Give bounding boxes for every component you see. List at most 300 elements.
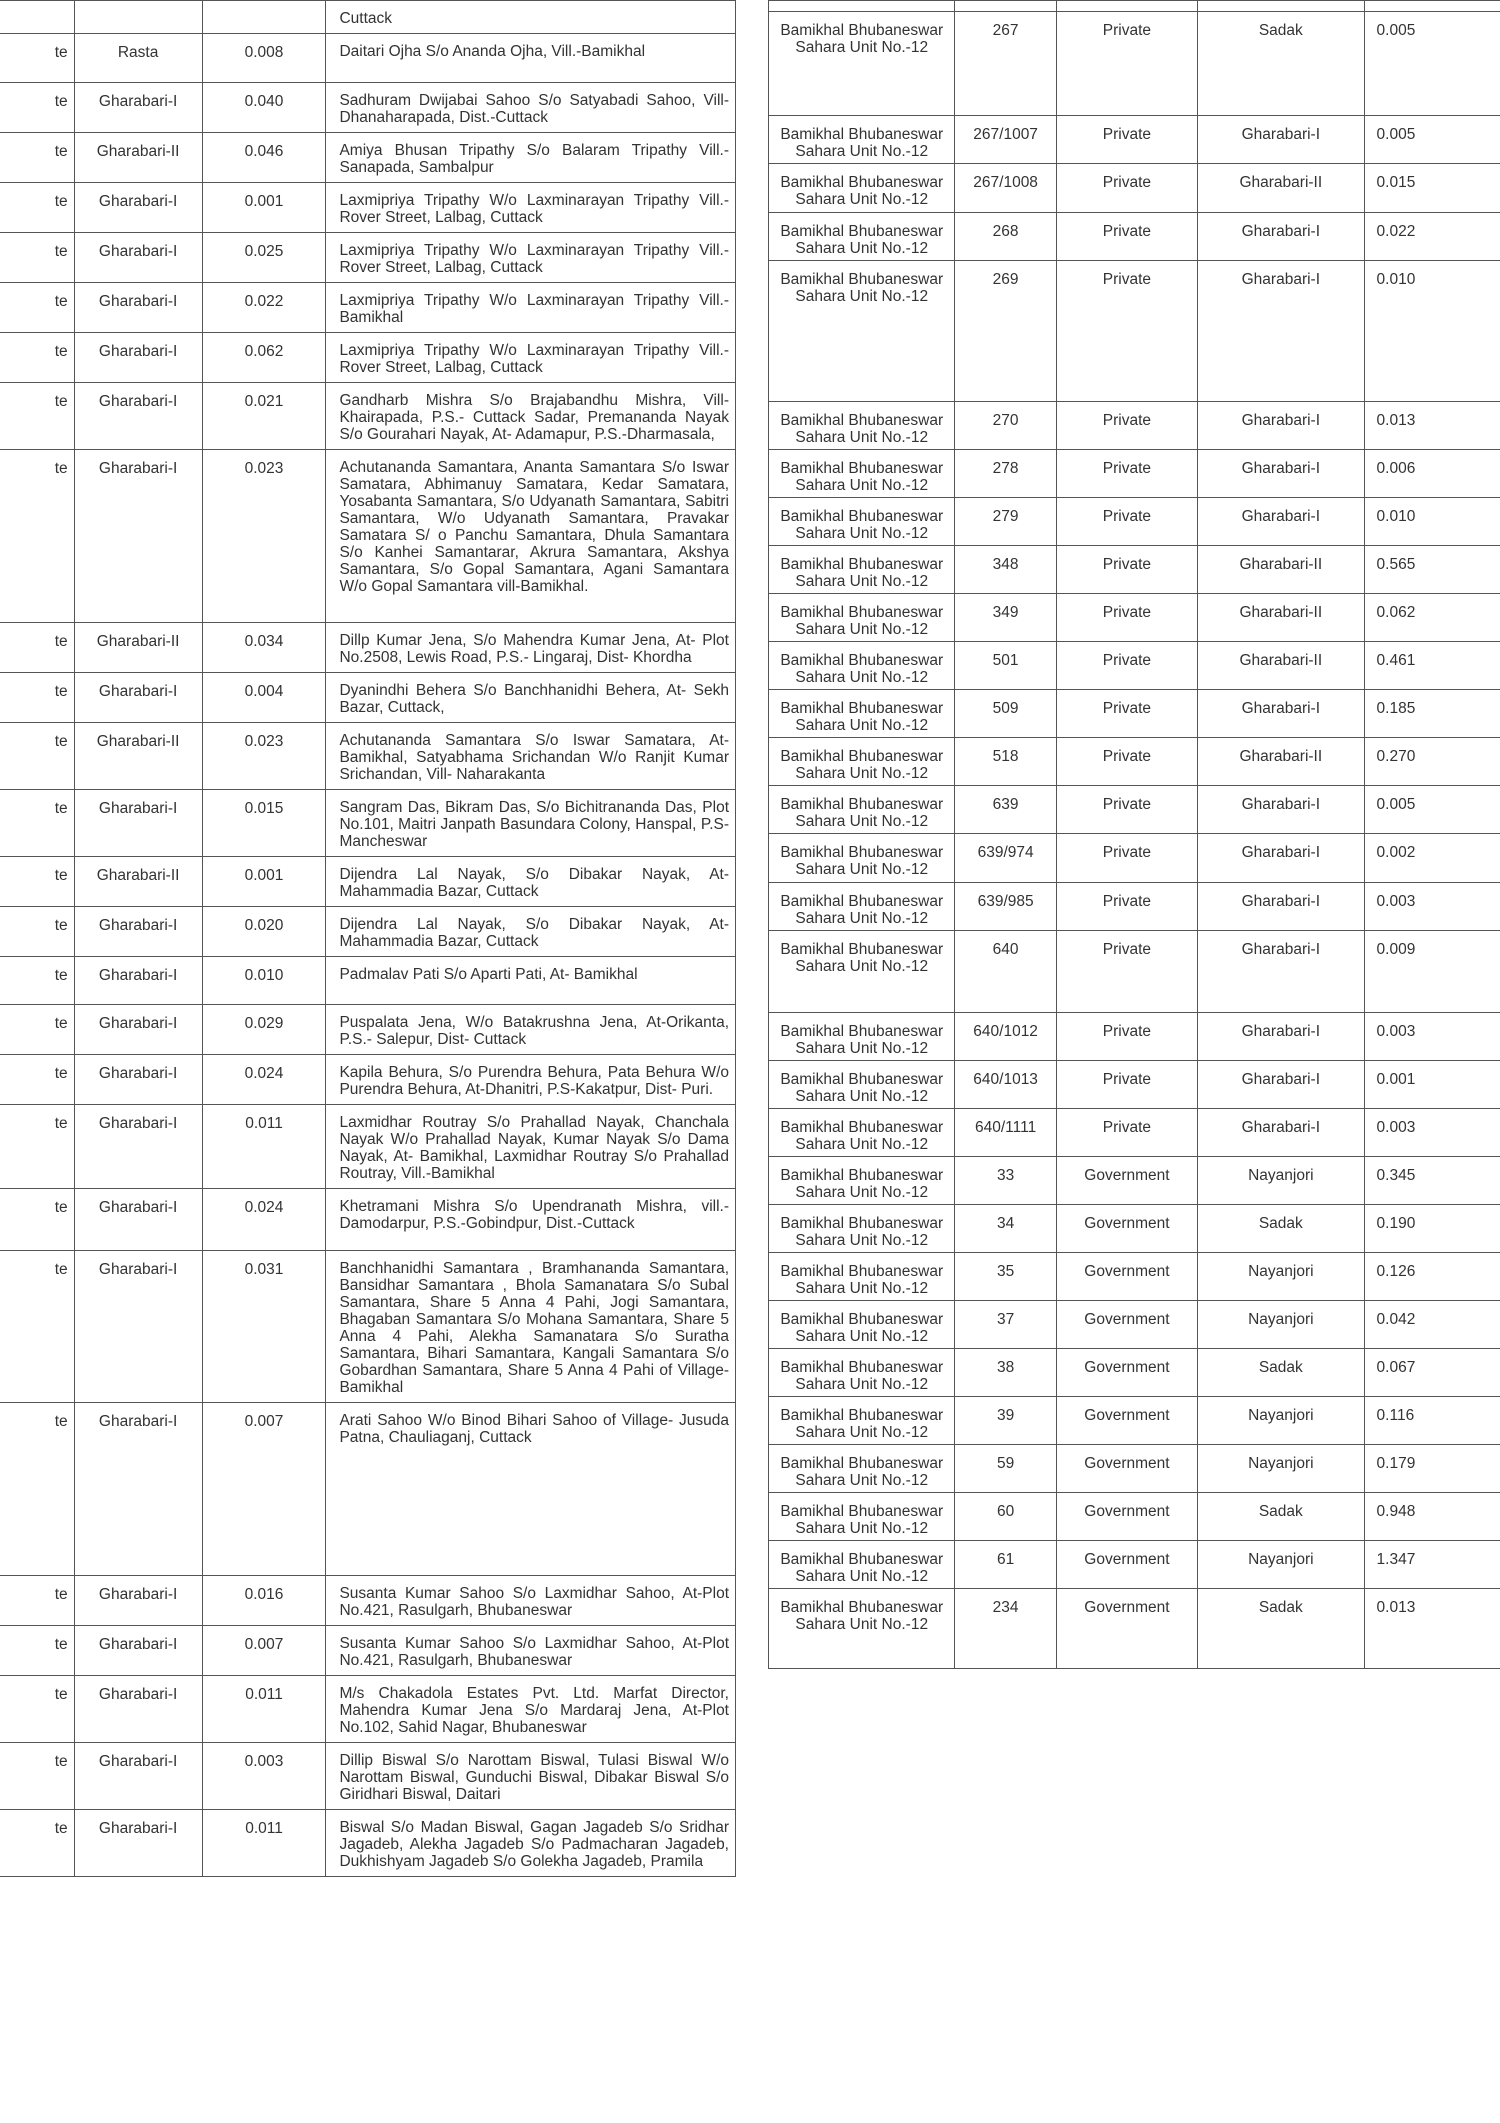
kisam-cell: Gharabari-I	[1198, 498, 1364, 546]
area-cell: 0.016	[202, 1576, 326, 1626]
owner-cell: Dijendra Lal Nayak, S/o Dibakar Nayak, At- Mahammadia Bazar, Cuttack	[326, 857, 736, 907]
ownership-type-cell: Private	[1056, 883, 1197, 931]
ownership-type-cell: Government	[1056, 1301, 1197, 1349]
owner-cell: Dillip Biswal S/o Narottam Biswal, Tulasi Biswal W/o Narottam Biswal, Gunduchi Biswal, Dibakar Biswal S/o Giridhari Biswal, Daitari	[326, 1743, 736, 1810]
area-cell: 0.565	[1364, 546, 1500, 594]
kisam-cell: Gharabari-I	[1198, 1061, 1364, 1109]
kisam-cell: Sadak	[1198, 1589, 1364, 1669]
kisam-cell: Gharabari-I	[1198, 116, 1364, 164]
table-row	[769, 786, 1500, 834]
cut-off-cell	[0, 1055, 74, 1105]
cut-off-cell	[0, 183, 74, 233]
kisam-cell: Gharabari-I	[1198, 1109, 1364, 1157]
table-row	[0, 1189, 736, 1251]
ownership-type-cell: Private	[1056, 12, 1197, 116]
table-row	[769, 1349, 1500, 1397]
area-cell: 0.013	[1364, 402, 1500, 450]
plot-number-cell: 640/1012	[955, 1013, 1056, 1061]
plot-number-cell: 279	[955, 498, 1056, 546]
ownership-type-cell: Government	[1056, 1493, 1197, 1541]
plot-number-cell: 269	[955, 261, 1056, 402]
kisam-cell: Nayanjori	[1198, 1157, 1364, 1205]
cut-off-text: te	[54, 243, 68, 260]
area-cell: 0.011	[202, 1105, 326, 1189]
plot-number-cell: 267/1008	[955, 164, 1056, 213]
table-row	[769, 1397, 1500, 1445]
area-cell: 0.010	[202, 957, 326, 1005]
kisam-cell: Gharabari-I	[74, 907, 202, 957]
ownership-type-cell: Private	[1056, 402, 1197, 450]
village-cell: Bamikhal Bhubaneswar Sahara Unit No.-12	[769, 834, 955, 883]
area-cell: 0.031	[202, 1251, 326, 1403]
village-cell: Bamikhal Bhubaneswar Sahara Unit No.-12	[769, 1061, 955, 1109]
area-cell: 0.003	[1364, 1109, 1500, 1157]
table-row	[0, 133, 736, 183]
area-cell: 0.126	[1364, 1253, 1500, 1301]
cut-off-cell	[0, 1189, 74, 1251]
owner-cell: Susanta Kumar Sahoo S/o Laxmidhar Sahoo, At-Plot No.421, Rasulgarh, Bhubaneswar	[326, 1626, 736, 1676]
village-cell: Bamikhal Bhubaneswar Sahara Unit No.-12	[769, 594, 955, 642]
owner-cell: Cuttack	[326, 1, 736, 34]
village-cell: Bamikhal Bhubaneswar Sahara Unit No.-12	[769, 1445, 955, 1493]
table-row	[0, 1, 736, 34]
kisam-cell: Gharabari-I	[74, 1676, 202, 1743]
table-row	[0, 790, 736, 857]
area-cell: 0.010	[1364, 498, 1500, 546]
kisam-cell: Gharabari-I	[74, 1251, 202, 1403]
area-cell: 0.190	[1364, 1205, 1500, 1253]
kisam-cell: Gharabari-II	[74, 723, 202, 790]
owner-cell: Sadhuram Dwijabai Sahoo S/o Satyabadi Sahoo, Vill-Dhanaharapada, Dist.-Cuttack	[326, 83, 736, 133]
table-row	[769, 402, 1500, 450]
kisam-cell: Gharabari-II	[1198, 642, 1364, 690]
cut-off-cell	[0, 1576, 74, 1626]
cut-off-text: te	[54, 393, 68, 410]
table-row	[769, 1301, 1500, 1349]
table-row	[0, 283, 736, 333]
table-row	[769, 1493, 1500, 1541]
area-cell: 0.023	[202, 723, 326, 790]
village-cell: Bamikhal Bhubaneswar Sahara Unit No.-12	[769, 116, 955, 164]
table-row	[769, 1061, 1500, 1109]
table-row	[0, 1810, 736, 1877]
area-cell: 0.062	[202, 333, 326, 383]
ownership-type-cell: Private	[1056, 931, 1197, 1013]
village-cell: Bamikhal Bhubaneswar Sahara Unit No.-12	[769, 546, 955, 594]
kisam-cell: Nayanjori	[1198, 1397, 1364, 1445]
kisam-cell: Gharabari-I	[74, 233, 202, 283]
area-cell: 0.062	[1364, 594, 1500, 642]
table-row	[0, 957, 736, 1005]
area-cell: 0.948	[1364, 1493, 1500, 1541]
area-cell: 0.008	[202, 34, 326, 83]
cut-off-cell	[0, 233, 74, 283]
cut-off-text: te	[54, 1261, 68, 1278]
area-cell: 0.023	[202, 450, 326, 623]
plot-number-cell: 37	[955, 1301, 1056, 1349]
table-row	[0, 907, 736, 957]
plot-number-cell: 501	[955, 642, 1056, 690]
table-row	[769, 546, 1500, 594]
village-cell: Bamikhal Bhubaneswar Sahara Unit No.-12	[769, 690, 955, 738]
village-cell: Bamikhal Bhubaneswar Sahara Unit No.-12	[769, 738, 955, 786]
kisam-cell: Sadak	[1198, 1493, 1364, 1541]
table-row	[769, 498, 1500, 546]
table-row	[769, 1109, 1500, 1157]
ownership-type-cell: Government	[1056, 1205, 1197, 1253]
cut-off-cell	[0, 1005, 74, 1055]
left-land-owner-table	[0, 0, 736, 1877]
area-cell	[1364, 1, 1500, 12]
cut-off-cell	[0, 1, 74, 34]
ownership-type-cell: Private	[1056, 116, 1197, 164]
cut-off-text: te	[54, 1199, 68, 1216]
ownership-type-cell: Government	[1056, 1157, 1197, 1205]
table-row	[0, 450, 736, 623]
cut-off-cell	[0, 333, 74, 383]
kisam-cell: Gharabari-I	[74, 1576, 202, 1626]
area-cell: 0.185	[1364, 690, 1500, 738]
ownership-type-cell: Private	[1056, 1013, 1197, 1061]
cut-off-cell	[0, 723, 74, 790]
area-cell: 1.347	[1364, 1541, 1500, 1589]
area-cell: 0.046	[202, 133, 326, 183]
village-cell: Bamikhal Bhubaneswar Sahara Unit No.-12	[769, 1253, 955, 1301]
table-row	[0, 1676, 736, 1743]
owner-cell: Achutananda Samantara, Ananta Samantara S/o Iswar Samatara, Abhimanuy Samatara, Kedar Samatara, Yosabanta Samantara, S/o Udyanath Samantara, Sabitri Samantara, W/o Udyanath Samantara, Pravakar Samatara S/ o Panchu Samantara, Dhula Samantara S/o Kanhei Samantarar, Akrura Samantara, Akshya Samantara, S/o Gopal Samantara, Agani Samantara W/o Gopal Samantara vill-Bamikhal.	[326, 450, 736, 623]
area-cell: 0.270	[1364, 738, 1500, 786]
kisam-cell: Gharabari-I	[74, 1743, 202, 1810]
cut-off-text: te	[54, 1686, 68, 1703]
owner-cell: Dijendra Lal Nayak, S/o Dibakar Nayak, At-Mahammadia Bazar, Cuttack	[326, 907, 736, 957]
ownership-type-cell: Government	[1056, 1445, 1197, 1493]
cut-off-text: te	[54, 293, 68, 310]
area-cell: 0.179	[1364, 1445, 1500, 1493]
cut-off-cell	[0, 1626, 74, 1676]
cut-off-text: te	[54, 1115, 68, 1132]
cut-off-text: te	[54, 967, 68, 984]
owner-cell: Dillp Kumar Jena, S/o Mahendra Kumar Jena, At- Plot No.2508, Lewis Road, P.S.- Lingaraj, Dist- Khordha	[326, 623, 736, 673]
cut-off-text: te	[54, 193, 68, 210]
area-cell: 0.021	[202, 383, 326, 450]
village-cell: Bamikhal Bhubaneswar Sahara Unit No.-12	[769, 12, 955, 116]
plot-number-cell: 60	[955, 1493, 1056, 1541]
table-row	[769, 164, 1500, 213]
ownership-type-cell: Private	[1056, 690, 1197, 738]
cut-off-text: te	[54, 1753, 68, 1770]
kisam-cell	[1198, 1, 1364, 12]
owner-cell: Kapila Behura, S/o Purendra Behura, Pata Behura W/o Purendra Behura, At-Dhanitri, P.S-Kakatpur, Dist- Puri.	[326, 1055, 736, 1105]
kisam-cell: Nayanjori	[1198, 1301, 1364, 1349]
plot-number-cell: 39	[955, 1397, 1056, 1445]
plot-number-cell: 639/985	[955, 883, 1056, 931]
kisam-cell: Gharabari-I	[1198, 834, 1364, 883]
left-table-body	[0, 1, 736, 1877]
kisam-cell: Gharabari-I	[74, 1626, 202, 1676]
owner-cell: Dyanindhi Behera S/o Banchhanidhi Behera, At- Sekh Bazar, Cuttack,	[326, 673, 736, 723]
table-row	[0, 34, 736, 83]
cut-off-cell	[0, 383, 74, 450]
village-cell: Bamikhal Bhubaneswar Sahara Unit No.-12	[769, 1589, 955, 1669]
kisam-cell: Gharabari-I	[1198, 931, 1364, 1013]
table-row	[0, 233, 736, 283]
village-cell: Bamikhal Bhubaneswar Sahara Unit No.-12	[769, 642, 955, 690]
kisam-cell: Gharabari-I	[74, 1105, 202, 1189]
plot-number-cell: 38	[955, 1349, 1056, 1397]
kisam-cell: Gharabari-I	[74, 450, 202, 623]
table-row	[769, 450, 1500, 498]
ownership-type-cell: Government	[1056, 1541, 1197, 1589]
area-cell: 0.345	[1364, 1157, 1500, 1205]
area-cell: 0.005	[1364, 12, 1500, 116]
cut-off-cell	[0, 133, 74, 183]
plot-number-cell: 509	[955, 690, 1056, 738]
ownership-type-cell: Private	[1056, 164, 1197, 213]
area-cell: 0.001	[202, 183, 326, 233]
table-row	[0, 1626, 736, 1676]
table-row	[769, 690, 1500, 738]
cut-off-cell	[0, 1676, 74, 1743]
plot-number-cell: 234	[955, 1589, 1056, 1669]
area-cell: 0.003	[202, 1743, 326, 1810]
area-cell: 0.116	[1364, 1397, 1500, 1445]
ownership-type-cell: Private	[1056, 786, 1197, 834]
kisam-cell: Gharabari-I	[74, 183, 202, 233]
table-row	[769, 1205, 1500, 1253]
plot-number-cell: 33	[955, 1157, 1056, 1205]
area-cell: 0.029	[202, 1005, 326, 1055]
owner-cell: Sangram Das, Bikram Das, S/o Bichitrananda Das, Plot No.101, Maitri Janpath Basundara Colony, Hanspal, P.S-Mancheswar	[326, 790, 736, 857]
cut-off-cell	[0, 673, 74, 723]
cut-off-cell	[0, 450, 74, 623]
cut-off-text: te	[54, 633, 68, 650]
plot-number-cell: 639/974	[955, 834, 1056, 883]
kisam-cell: Gharabari-I	[1198, 402, 1364, 450]
kisam-cell: Gharabari-I	[1198, 786, 1364, 834]
table-row	[769, 883, 1500, 931]
table-row	[0, 623, 736, 673]
village-cell: Bamikhal Bhubaneswar Sahara Unit No.-12	[769, 1109, 955, 1157]
table-row	[769, 642, 1500, 690]
kisam-cell: Gharabari-I	[74, 957, 202, 1005]
kisam-cell: Gharabari-I	[1198, 883, 1364, 931]
table-row	[0, 723, 736, 790]
plot-number-cell: 639	[955, 786, 1056, 834]
plot-number-cell: 349	[955, 594, 1056, 642]
cut-off-text: te	[54, 1015, 68, 1032]
owner-cell: Puspalata Jena, W/o Batakrushna Jena, At-Orikanta, P.S.- Salepur, Dist- Cuttack	[326, 1005, 736, 1055]
plot-number-cell: 267/1007	[955, 116, 1056, 164]
ownership-type-cell: Private	[1056, 834, 1197, 883]
cut-off-text: te	[54, 1065, 68, 1082]
kisam-cell: Gharabari-I	[74, 1055, 202, 1105]
plot-number-cell: 59	[955, 1445, 1056, 1493]
kisam-cell: Gharabari-II	[1198, 164, 1364, 213]
area-cell: 0.034	[202, 623, 326, 673]
plot-number-cell: 640	[955, 931, 1056, 1013]
area-cell: 0.067	[1364, 1349, 1500, 1397]
area-cell: 0.001	[1364, 1061, 1500, 1109]
kisam-cell: Rasta	[74, 34, 202, 83]
village-cell: Bamikhal Bhubaneswar Sahara Unit No.-12	[769, 1541, 955, 1589]
area-cell: 0.003	[1364, 883, 1500, 931]
table-row	[769, 12, 1500, 116]
area-cell: 0.024	[202, 1189, 326, 1251]
owner-cell: Amiya Bhusan Tripathy S/o Balaram Tripathy Vill.-Sanapada, Sambalpur	[326, 133, 736, 183]
plot-number-cell: 270	[955, 402, 1056, 450]
kisam-cell: Nayanjori	[1198, 1253, 1364, 1301]
cut-off-text: te	[54, 867, 68, 884]
area-cell: 0.005	[1364, 116, 1500, 164]
plot-number-cell	[955, 1, 1056, 12]
village-cell: Bamikhal Bhubaneswar Sahara Unit No.-12	[769, 1301, 955, 1349]
area-cell: 0.007	[202, 1403, 326, 1576]
village-cell: Bamikhal Bhubaneswar Sahara Unit No.-12	[769, 498, 955, 546]
ownership-type-cell: Government	[1056, 1589, 1197, 1669]
table-row	[0, 1743, 736, 1810]
cut-off-cell	[0, 1810, 74, 1877]
table-row	[769, 594, 1500, 642]
table-row	[769, 1, 1500, 12]
kisam-cell: Sadak	[1198, 1349, 1364, 1397]
owner-cell: Daitari Ojha S/o Ananda Ojha, Vill.-Bamikhal	[326, 34, 736, 83]
cut-off-cell	[0, 957, 74, 1005]
table-row	[0, 1251, 736, 1403]
kisam-cell: Gharabari-I	[74, 1810, 202, 1877]
plot-number-cell: 267	[955, 12, 1056, 116]
cut-off-cell	[0, 1105, 74, 1189]
owner-cell: Laxmidhar Routray S/o Prahallad Nayak, Chanchala Nayak W/o Prahallad Nayak, Kumar Nayak S/o Dama Nayak, At- Bamikhal, Laxmidhar Routray S/o Prahallad Routray, Vill.-Bamikhal	[326, 1105, 736, 1189]
village-cell: Bamikhal Bhubaneswar Sahara Unit No.-12	[769, 1205, 955, 1253]
ownership-type-cell: Private	[1056, 738, 1197, 786]
area-cell: 0.010	[1364, 261, 1500, 402]
area-cell: 0.013	[1364, 1589, 1500, 1669]
village-cell: Bamikhal Bhubaneswar Sahara Unit No.-12	[769, 931, 955, 1013]
owner-cell: Padmalav Pati S/o Aparti Pati, At- Bamikhal	[326, 957, 736, 1005]
owner-cell: Banchhanidhi Samantara , Bramhananda Samantara, Bansidhar Samantara , Bhola Samanatara S/o Subal Samantara, Share 5 Anna 4 Pahi, Jogi Samantara, Bhagaban Samantara S/o Mohana Samantara, Share 5 Anna 4 Pahi, Alekha Samanatara S/o Suratha Samantara, Bihari Samantara, Kangali Samantara S/o Gobardhan Samantara, Share 5 Anna 4 Pahi of Village- Bamikhal	[326, 1251, 736, 1403]
ownership-type-cell: Private	[1056, 546, 1197, 594]
cut-off-cell	[0, 623, 74, 673]
ownership-type-cell: Private	[1056, 261, 1197, 402]
owner-cell: Achutananda Samantara S/o Iswar Samatara, At- Bamikhal, Satyabhama Srichandan W/o Ranjit Kumar Srichandan, Vill- Naharakanta	[326, 723, 736, 790]
plot-number-cell: 348	[955, 546, 1056, 594]
cut-off-text: te	[54, 343, 68, 360]
owner-cell: Susanta Kumar Sahoo S/o Laxmidhar Sahoo, At-Plot No.421, Rasulgarh, Bhubaneswar	[326, 1576, 736, 1626]
cut-off-text	[0, 1, 74, 11]
cut-off-text: te	[54, 44, 68, 61]
ownership-type-cell: Government	[1056, 1397, 1197, 1445]
owner-cell: M/s Chakadola Estates Pvt. Ltd. Marfat Director, Mahendra Kumar Jena S/o Mardaraj Jena, At-Plot No.102, Sahid Nagar, Bhubaneswar	[326, 1676, 736, 1743]
table-row	[769, 1157, 1500, 1205]
kisam-cell: Gharabari-I	[1198, 690, 1364, 738]
cut-off-cell	[0, 790, 74, 857]
cut-off-text: te	[54, 800, 68, 817]
area-cell: 0.022	[1364, 213, 1500, 261]
village-cell: Bamikhal Bhubaneswar Sahara Unit No.-12	[769, 402, 955, 450]
kisam-cell: Gharabari-II	[1198, 546, 1364, 594]
table-row	[0, 83, 736, 133]
table-row	[0, 383, 736, 450]
area-cell: 0.004	[202, 673, 326, 723]
plot-number-cell: 518	[955, 738, 1056, 786]
table-row	[0, 1105, 736, 1189]
cut-off-text: te	[54, 683, 68, 700]
area-cell: 0.040	[202, 83, 326, 133]
kisam-cell: Gharabari-I	[74, 83, 202, 133]
owner-cell: Arati Sahoo W/o Binod Bihari Sahoo of Village- Jusuda Patna, Chauliaganj, Cuttack	[326, 1403, 736, 1576]
owner-cell: Khetramani Mishra S/o Upendranath Mishra, vill.-Damodarpur, P.S.-Gobindpur, Dist.-Cuttack	[326, 1189, 736, 1251]
kisam-cell: Gharabari-II	[1198, 738, 1364, 786]
table-row	[769, 1445, 1500, 1493]
plot-number-cell: 35	[955, 1253, 1056, 1301]
kisam-cell: Gharabari-II	[74, 623, 202, 673]
owner-cell: Laxmipriya Tripathy W/o Laxminarayan Tripathy Vill.-Rover Street, Lalbag, Cuttack	[326, 183, 736, 233]
kisam-cell: Gharabari-I	[74, 1005, 202, 1055]
table-row	[769, 261, 1500, 402]
table-row	[769, 116, 1500, 164]
table-row	[769, 1541, 1500, 1589]
table-row	[0, 333, 736, 383]
table-row	[769, 738, 1500, 786]
village-cell: Bamikhal Bhubaneswar Sahara Unit No.-12	[769, 1157, 955, 1205]
area-cell: 0.007	[202, 1626, 326, 1676]
cut-off-text: te	[54, 460, 68, 477]
ownership-type-cell: Private	[1056, 498, 1197, 546]
ownership-type-cell: Private	[1056, 450, 1197, 498]
village-cell: Bamikhal Bhubaneswar Sahara Unit No.-12	[769, 164, 955, 213]
area-cell	[202, 1, 326, 34]
kisam-cell: Nayanjori	[1198, 1445, 1364, 1493]
ownership-type-cell	[1056, 1, 1197, 12]
right-table-body	[769, 1, 1500, 1669]
plot-number-cell: 640/1013	[955, 1061, 1056, 1109]
table-row	[0, 1403, 736, 1576]
area-cell: 0.015	[202, 790, 326, 857]
village-cell: Bamikhal Bhubaneswar Sahara Unit No.-12	[769, 261, 955, 402]
owner-cell: Laxmipriya Tripathy W/o Laxminarayan Tripathy Vill.-Rover Street, Lalbag, Cuttack	[326, 233, 736, 283]
table-row	[769, 1253, 1500, 1301]
cut-off-cell	[0, 283, 74, 333]
village-cell	[769, 1, 955, 12]
table-row	[769, 1589, 1500, 1669]
area-cell: 0.005	[1364, 786, 1500, 834]
ownership-type-cell: Government	[1056, 1253, 1197, 1301]
cut-off-cell	[0, 1251, 74, 1403]
cut-off-text: te	[54, 1636, 68, 1653]
owner-cell: Gandharb Mishra S/o Brajabandhu Mishra, Vill-Khairapada, P.S.- Cuttack Sadar, Premananda Nayak S/o Gourahari Nayak, At- Adamapur, P.S.-Dharmasala,	[326, 383, 736, 450]
kisam-cell: Gharabari-II	[74, 857, 202, 907]
kisam-cell: Gharabari-I	[74, 790, 202, 857]
plot-number-cell: 61	[955, 1541, 1056, 1589]
cut-off-text: te	[54, 1586, 68, 1603]
village-cell: Bamikhal Bhubaneswar Sahara Unit No.-12	[769, 1013, 955, 1061]
ownership-type-cell: Private	[1056, 642, 1197, 690]
kisam-cell	[74, 1, 202, 34]
village-cell: Bamikhal Bhubaneswar Sahara Unit No.-12	[769, 786, 955, 834]
right-plot-table	[768, 0, 1500, 1669]
area-cell: 0.022	[202, 283, 326, 333]
cut-off-text: te	[54, 1413, 68, 1430]
cut-off-cell	[0, 1743, 74, 1810]
ownership-type-cell: Private	[1056, 1109, 1197, 1157]
table-row	[769, 1013, 1500, 1061]
cut-off-cell	[0, 1403, 74, 1576]
kisam-cell: Gharabari-II	[1198, 594, 1364, 642]
table-row	[0, 1576, 736, 1626]
kisam-cell: Nayanjori	[1198, 1541, 1364, 1589]
kisam-cell: Sadak	[1198, 1205, 1364, 1253]
village-cell: Bamikhal Bhubaneswar Sahara Unit No.-12	[769, 1349, 955, 1397]
